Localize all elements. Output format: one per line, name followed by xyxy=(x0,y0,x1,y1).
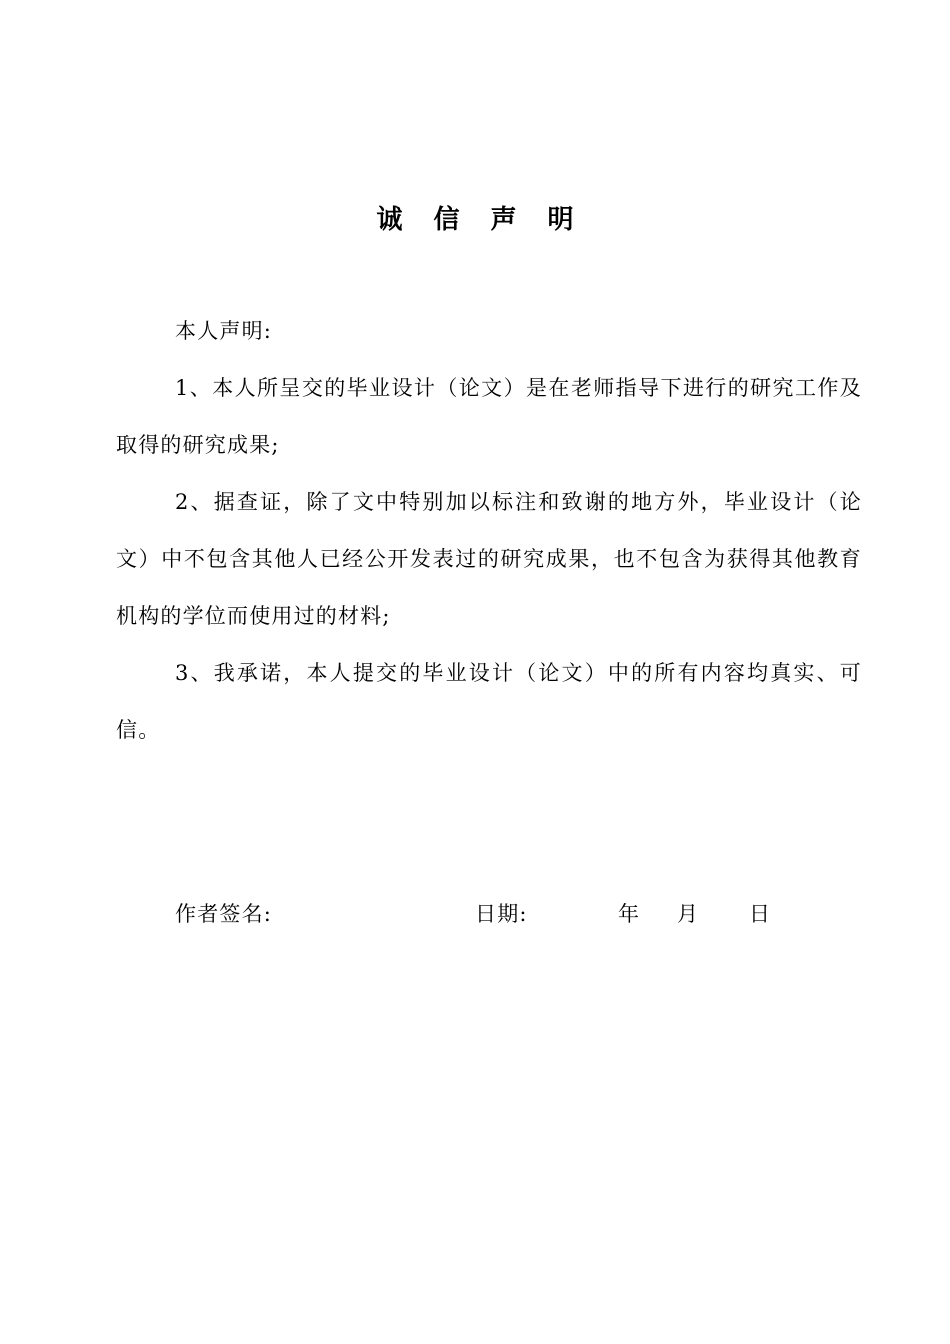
author-signature-label: 作者签名: xyxy=(175,902,273,926)
month-label: 月 xyxy=(677,902,700,926)
date-label: 日期: xyxy=(475,902,528,926)
year-label: 年 xyxy=(618,902,641,926)
page-title: 诚信声明 xyxy=(376,205,605,235)
declaration-body xyxy=(116,303,862,759)
declaration-item-3: 3、我承诺，本人提交的毕业设计（论文）中的所有内容均真实、可信。 xyxy=(116,661,862,742)
day-label: 日 xyxy=(749,902,772,926)
declaration-item-1: 1、本人所呈交的毕业设计（论文）是在老师指导下进行的研究工作及取得的研究成果; xyxy=(116,376,862,457)
signature-row xyxy=(175,894,875,934)
declaration-item-2: 2、据查证，除了文中特别加以标注和致谢的地方外，毕业设计（论文）中不包含其他人已经公开发表过的研究成果，也不包含为获得其他教育机构的学位而使用过的材料; xyxy=(116,490,862,628)
declaration-intro: 本人声明: xyxy=(175,319,273,343)
